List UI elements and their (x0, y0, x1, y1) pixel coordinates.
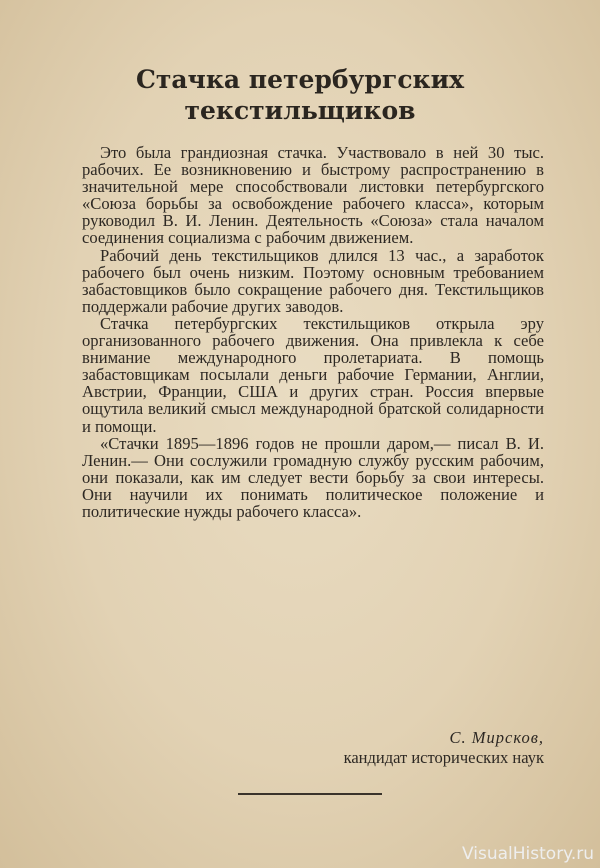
paragraph-1: Это была грандиозная стачка. Участвовало в ней 30 тыс. рабочих. Ее возникновению и быстрому распространению в значительной мере способствовали листовки петербургского «Союза борьбы за освобождение рабочего класса», которым руководил В. И. Ленин. Деятельность «Союза» стала началом соединения социализма с рабочим движением. (82, 143, 544, 248)
paragraph-4: «Стачки 1895—1896 годов не прошли даром,— писал В. И. Ленин.— Они сослужили громадную службу русским рабочим, они показали, как им следует вести борьбу за свои интересы. Они научили их понимать политическое положение и политические нужды рабочего класса». (82, 433, 544, 521)
article-title-line-2: текстильщиков (184, 96, 416, 125)
article-body (82, 144, 544, 520)
article-title-line-1: Стачка петербургских (135, 65, 465, 94)
author-title: кандидат исторических наук (343, 748, 544, 767)
author-name: С. Мирсков, (449, 728, 544, 747)
author-signature (344, 728, 544, 768)
paragraph-2: Рабочий день текстильщиков длился 13 час., а заработок рабочего был очень низким. Поэтому основным требованием забастовщиков было сокращение рабочего дня. Текстильщиков поддержали рабочие других заводов. (82, 245, 544, 316)
closing-rule (238, 793, 382, 795)
paragraph-3: Стачка петербургских текстильщиков открыла эру организованного рабочего движения. Она привлекла к себе внимание международного пролетариата. В помощь забастовщикам посылали деньги рабочие Германии, Англии, Австрии, Франции, США и других стран. Россия впервые ощутила великий смысл международной братской солидарности и помощи. (82, 313, 544, 436)
site-watermark: VisualHistory.ru (462, 844, 594, 864)
